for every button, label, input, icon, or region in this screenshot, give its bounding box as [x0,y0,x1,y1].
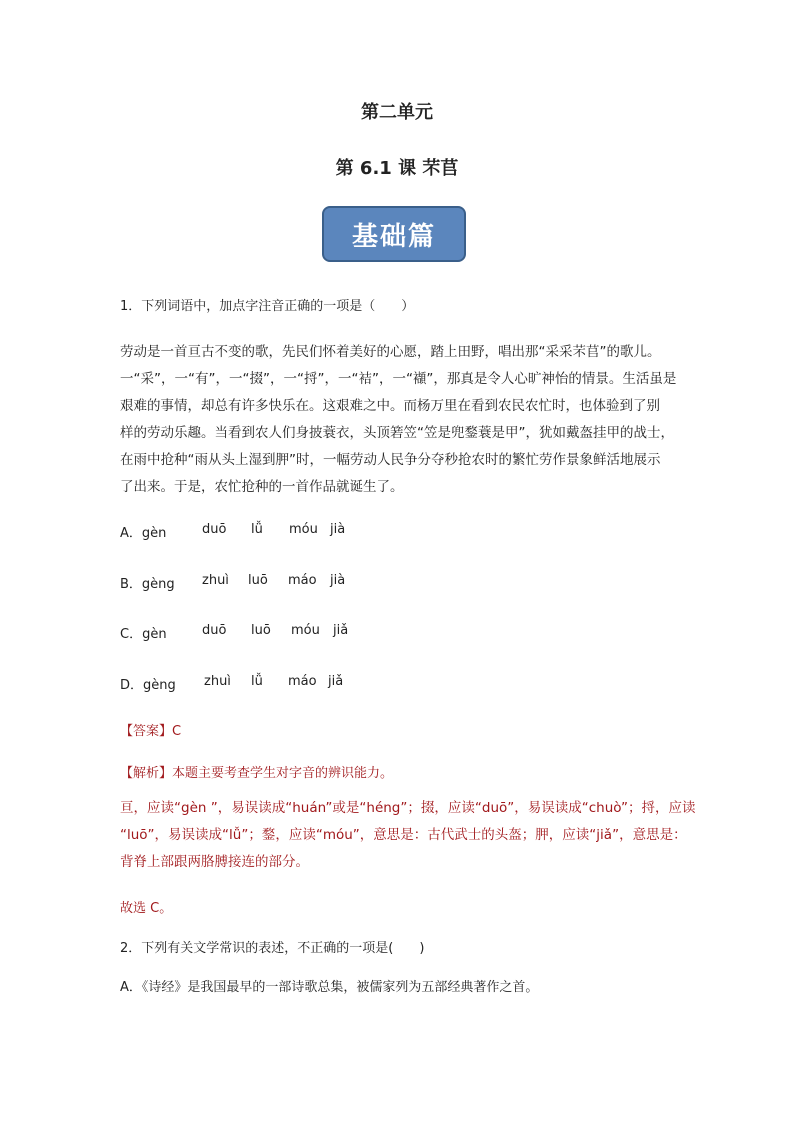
option-label: B．gèng [120,577,175,592]
question-2-stem: 2．下列有关文学常识的表述，不正确的一项是( ) [120,941,425,956]
pinyin: zhuì [204,674,231,689]
unit-title: 第二单元 [361,102,433,123]
pinyin: lǚ [251,674,263,689]
analysis-line: 背脊上部跟两胳膊接连的部分。 [120,854,309,870]
answer: 【答案】C [120,724,182,739]
pinyin: jià [330,573,346,588]
passage-line: 了出来。于是，农忙抢种的一首作品就诞生了。 [120,479,404,495]
pinyin: máo [288,674,317,689]
passage-line: 样的劳动乐趣。当看到农人们身披蓑衣，头顶箬笠“笠是兜鍪蓑是甲”，犹如戴盔挂甲的战士， [120,425,674,441]
option-label: C．gèn [120,627,167,642]
pinyin: luō [248,573,268,588]
question-1-stem: 1．下列词语中，加点字注音正确的一项是（ ） [120,299,415,314]
option-label: D．gèng [120,678,176,693]
pinyin: zhuì [202,573,229,588]
pinyin: máo [288,573,317,588]
question-2-option-a: A．《诗经》是我国最早的一部诗歌总集，被儒家列为五部经典著作之首。 [120,980,539,995]
lesson-title: 第 6.1 课 芣苢 [335,158,459,179]
conclusion: 故选 C。 [120,901,173,916]
analysis-line: 亘，应读“gèn ”，易误读成“huán”或是“héng”；掇，应读“duō”，易误读成“chuò”；捋，应读 [120,800,696,816]
pinyin: jiǎ [333,623,349,638]
pinyin: duō [202,522,227,537]
section-badge [322,206,466,262]
pinyin: móu [291,623,320,638]
passage-line: 一“采”，一“有”，一“掇”，一“捋”，一“袺”，一“襭”，那真是令人心旷神怡的情景。生活虽是 [120,371,677,387]
pinyin: duō [202,623,227,638]
question-1-passage [120,339,700,501]
passage-line: 劳动是一首亘古不变的歌，先民们怀着美好的心愿，踏上田野，唱出那“采采芣苢”的歌儿。 [120,344,661,360]
analysis-title: 【解析】本题主要考查学生对字音的辨识能力。 [120,766,394,781]
passage-line: 在雨中抢种“雨从头上湿到胛”时，一幅劳动人民争分夺秒抢农时的繁忙劳作景象鲜活地展示 [120,452,661,468]
passage-line: 艰难的事情，却总有许多快乐在。这艰难之中。而杨万里在看到农民农忙时，也体验到了别 [120,398,660,414]
analysis-line: “luō”，易误读成“lǚ”；鍪，应读“móu”，意思是：古代武士的头盔；胛，应读“jiǎ”，意思是： [120,827,687,843]
section-badge-label: 基础篇 [351,221,436,252]
pinyin: móu [289,522,318,537]
analysis-text [120,795,700,876]
pinyin: lǚ [251,522,263,537]
option-label: A．gèn [120,526,167,541]
pinyin: luō [251,623,271,638]
pinyin: jià [330,522,346,537]
pinyin: jiǎ [328,674,344,689]
